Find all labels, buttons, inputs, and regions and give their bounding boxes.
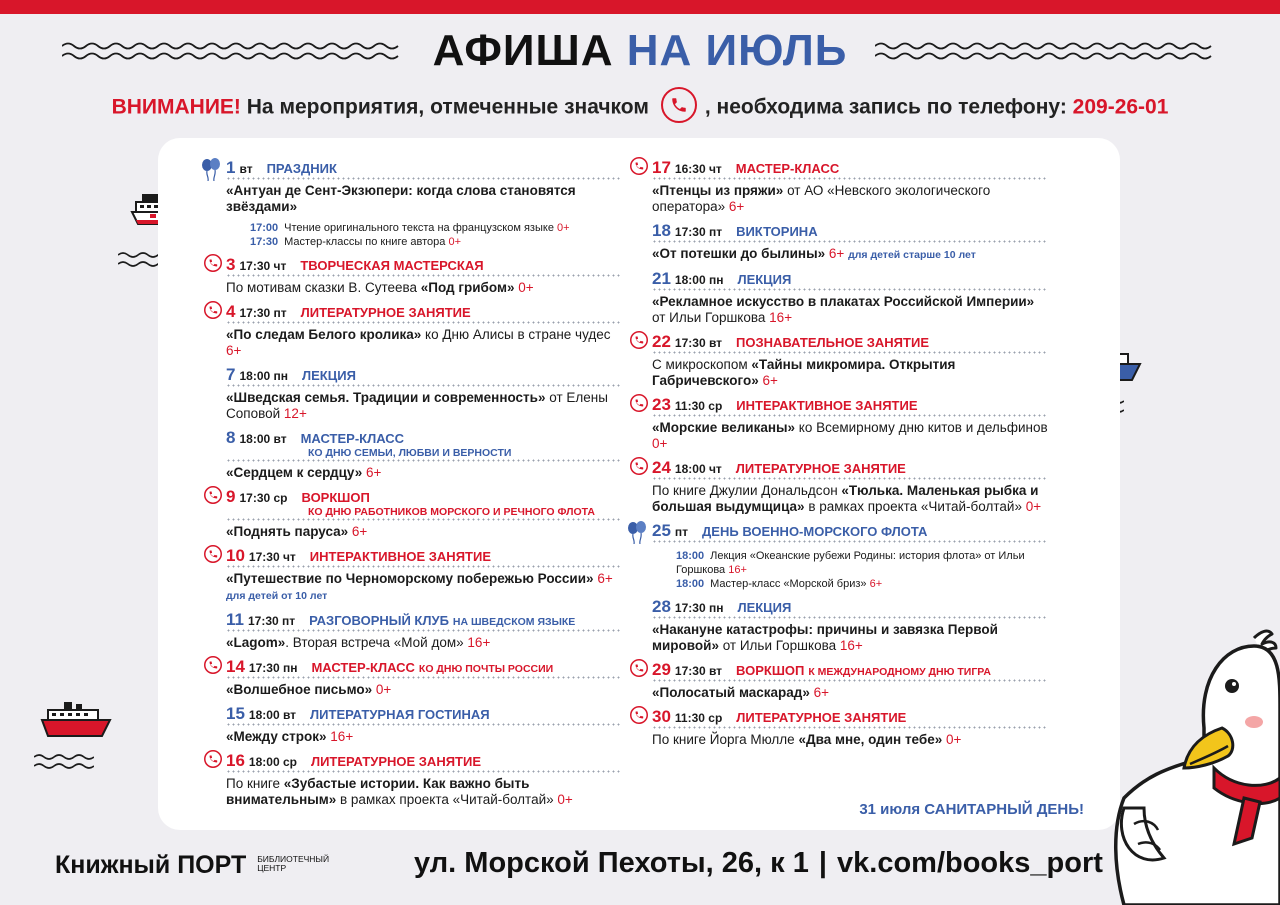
title-part2: НА ИЮЛЬ (626, 26, 848, 75)
event-subtitle: КО ДНЮ ПОЧТЫ РОССИИ (418, 663, 554, 675)
event-header (226, 751, 622, 773)
event-header (652, 221, 1048, 243)
event-day: 1 (226, 158, 236, 177)
event-item (652, 395, 1048, 452)
event-type: ЛИТЕРАТУРНОЕ ЗАНЯТИЕ (736, 710, 907, 725)
age-rating: 0+ (557, 792, 573, 807)
event-description (652, 483, 1048, 515)
schedule-row (250, 235, 622, 249)
event-day: 14 (226, 657, 245, 676)
event-description (652, 622, 1048, 654)
phone-icon (204, 301, 222, 323)
event-description (226, 776, 622, 808)
phone-icon (204, 750, 222, 772)
notice-text-1: На мероприятия, отмеченные значком (246, 95, 649, 119)
event-title: «Полосатый маскарад» (652, 685, 810, 700)
phone-icon (630, 157, 648, 179)
age-rating: 6+ (226, 343, 242, 358)
age-rating: 16+ (330, 729, 354, 744)
wave-small-3 (34, 752, 94, 772)
schedule-text: Мастер-класс «Морской бриз» (710, 578, 867, 590)
logo-main-text: Книжный ПОРТ (55, 851, 247, 879)
description-suffix: от Елены Соповой (226, 390, 608, 421)
event-title: «Тайны микромира. Открытия Габричевского» (652, 357, 956, 388)
description-suffix: от АО «Невского экологического оператора» (652, 183, 991, 214)
event-item (652, 521, 1048, 591)
description-suffix: ко Дню Алисы в стране чудес (421, 327, 611, 342)
age-rating: 6+ (351, 524, 368, 539)
attention-label: ВНИМАНИЕ! (111, 95, 241, 119)
event-title: «Рекламное искусство в плакатах Российской Империи» (652, 294, 1035, 309)
event-day: 8 (226, 428, 236, 447)
event-title: «Тюлька. Маленькая рыбка и большая выдумщица» (652, 483, 1039, 514)
title-part1: АФИША (432, 26, 614, 75)
event-time: 18:00 вт (239, 432, 287, 446)
event-time: 17:30 пт (239, 306, 287, 320)
age-rating: 0+ (652, 436, 668, 451)
event-header (226, 255, 622, 277)
age-note: для детей от 10 лет (226, 590, 328, 602)
footer (0, 845, 1280, 885)
event-day: 18 (652, 221, 671, 240)
event-item (226, 255, 622, 296)
schedule-time: 17:30 (250, 236, 279, 248)
event-description (226, 635, 622, 651)
age-rating: 16+ (728, 564, 747, 576)
event-item (226, 158, 622, 249)
event-type: ЛИТЕРАТУРНОЕ ЗАНЯТИЕ (310, 754, 482, 769)
schedule-time: 17:00 (250, 222, 279, 234)
event-description (652, 357, 1048, 389)
page-title (0, 26, 1280, 76)
event-title: «Путешествие по Черноморскому побережью России» (226, 571, 594, 586)
event-time: 17:30 вт (674, 336, 723, 350)
event-time: пт (674, 525, 689, 539)
phone-icon (204, 486, 222, 508)
age-rating: 0+ (518, 280, 534, 295)
event-type: ВИКТОРИНА (736, 224, 818, 239)
phone-icon (630, 394, 648, 416)
address-text: ул. Морской Пехоты, 26, к 1 (414, 847, 809, 879)
phone-icon (630, 706, 648, 728)
event-subtitle: К МЕЖДУНАРОДНОМУ ДНЮ ТИГРА (808, 666, 991, 678)
age-rating: 16+ (769, 310, 793, 325)
schedule-text: Чтение оригинального текста на французском языке (284, 222, 554, 234)
description-suffix: в рамках проекта «Читай-болтай» (336, 792, 554, 807)
age-rating: 0+ (448, 236, 461, 248)
schedule-text: Мастер-классы по книге автора (284, 236, 446, 248)
event-time: 17:30 чт (239, 259, 287, 273)
event-item (226, 546, 622, 604)
event-day: 25 (652, 521, 671, 540)
event-day: 3 (226, 255, 236, 274)
event-title: «Между строк» (226, 729, 327, 744)
description-suffix: в рамках проекта «Читай-болтай» (804, 499, 1022, 514)
sanitary-day-note: 31 июля САНИТАРНЫЙ ДЕНЬ! (859, 801, 1084, 818)
event-header (226, 487, 622, 521)
event-item (652, 158, 1048, 215)
event-time: 18:00 чт (674, 462, 722, 476)
age-rating: 16+ (839, 638, 863, 653)
event-header (226, 365, 622, 387)
event-title: «Накануне катастрофы: причины и завязка Первой мировой» (652, 622, 998, 653)
event-header (652, 597, 1048, 619)
event-day: 24 (652, 458, 671, 477)
event-header (652, 269, 1048, 291)
address-and-link (414, 847, 1103, 880)
library-logo[interactable] (55, 851, 329, 880)
event-type: ЛЕКЦИЯ (737, 272, 792, 287)
event-header (652, 158, 1048, 180)
event-type: ИНТЕРАКТИВНОЕ ЗАНЯТИЕ (309, 549, 491, 564)
description-prefix: С микроскопом (652, 357, 752, 372)
schedule-row (676, 549, 1048, 577)
event-time: 17:30 пт (247, 614, 296, 628)
balloons-icon (626, 520, 650, 548)
event-subtitle: КО ДНЮ РАБОТНИКОВ МОРСКОГО И РЕЧНОГО ФЛОТА (308, 506, 595, 518)
event-item (226, 428, 622, 481)
event-header (652, 660, 1048, 682)
event-time: 17:30 пт (674, 225, 723, 239)
event-title: «Антуан де Сент-Экзюпери: когда слова становятся звёздами» (226, 183, 576, 214)
description-prefix: По мотивам сказки В. Сутеева (226, 280, 421, 295)
event-type: ТВОРЧЕСКАЯ МАСТЕРСКАЯ (300, 258, 484, 273)
event-title: «Шведская семья. Традиции и современность» (226, 390, 546, 405)
event-description (652, 246, 1048, 263)
description-suffix: от Ильи Горшкова (718, 638, 837, 653)
schedule-row (676, 577, 1048, 591)
schedule-time: 18:00 (676, 578, 705, 590)
event-header (226, 704, 622, 726)
event-header (226, 158, 622, 180)
age-rating: 6+ (366, 465, 382, 480)
event-day: 15 (226, 704, 245, 723)
event-day: 23 (652, 395, 671, 414)
event-day: 4 (226, 302, 236, 321)
registration-notice (0, 90, 1280, 126)
description-suffix: от Ильи Горшкова (652, 310, 766, 325)
event-description (652, 685, 1048, 701)
event-title: «Зубастые истории. Как важно быть внимательным» (226, 776, 530, 807)
event-type: ЛЕКЦИЯ (302, 368, 356, 383)
event-description (226, 280, 622, 296)
age-rating: 6+ (597, 571, 613, 586)
event-type: ПРАЗДНИК (266, 161, 337, 176)
event-description (652, 183, 1048, 215)
age-rating: 6+ (869, 578, 883, 590)
event-item (652, 597, 1048, 654)
event-title: «Морские великаны» (652, 420, 796, 435)
event-description (226, 524, 622, 540)
top-red-bar (0, 0, 1280, 14)
event-type: ЛИТЕРАТУРНОЕ ЗАНЯТИЕ (300, 305, 471, 320)
event-time: вт (239, 162, 253, 176)
schedule-row (250, 221, 622, 235)
phone-icon (661, 87, 697, 123)
event-header (652, 458, 1048, 480)
phone-icon (204, 254, 222, 276)
event-subtitle: КО ДНЮ СЕМЬИ, ЛЮБВИ И ВЕРНОСТИ (308, 447, 512, 459)
event-time: 18:00 пн (674, 273, 724, 287)
event-type: МАСТЕР-КЛАСС (300, 431, 405, 446)
event-type: ВОРКШОП (736, 663, 805, 678)
event-schedule (676, 549, 1048, 591)
phone-number[interactable]: 209-26-01 (1072, 95, 1169, 119)
event-description (226, 465, 622, 481)
event-header (226, 302, 622, 324)
event-time: 17:30 вт (674, 664, 723, 678)
logo-sub-text: БИБЛИОТЕЧНЫЙ ЦЕНТР (257, 854, 330, 873)
description-suffix: . Вторая встреча «Мой дом» (285, 635, 464, 650)
event-title: «Lagom» (226, 635, 286, 650)
event-item (652, 332, 1048, 389)
event-item (652, 458, 1048, 515)
events-column-right (652, 158, 1048, 754)
description-prefix: По книге Йорга Мюлле (652, 732, 799, 747)
schedule-time: 18:00 (676, 550, 705, 562)
event-day: 11 (226, 610, 244, 629)
event-item (226, 610, 622, 651)
event-title: «Волшебное письмо» (226, 682, 373, 697)
event-header (652, 395, 1048, 417)
age-rating: 12+ (283, 406, 307, 421)
age-rating: 0+ (375, 682, 392, 697)
event-header (652, 707, 1048, 729)
age-rating: 0+ (946, 732, 962, 747)
event-description (226, 729, 622, 745)
event-time: 18:00 ср (248, 755, 297, 769)
event-day: 9 (226, 487, 236, 506)
events-card (158, 138, 1120, 830)
event-day: 7 (226, 365, 236, 384)
description-prefix: По книге Джулии Дональдсон (652, 483, 842, 498)
age-rating: 6+ (813, 685, 830, 700)
event-description (226, 390, 622, 422)
event-title: «По следам Белого кролика» (226, 327, 422, 342)
footer-separator: | (818, 847, 827, 879)
event-type: МАСТЕР-КЛАСС (311, 660, 415, 675)
balloons-icon (200, 157, 224, 185)
event-header (226, 428, 622, 462)
vk-link[interactable]: vk.com/books_port (837, 847, 1103, 879)
ship-icon-left-bottom (40, 700, 112, 742)
event-day: 29 (652, 660, 671, 679)
event-item (226, 365, 622, 422)
event-description (226, 571, 622, 604)
phone-icon (204, 545, 222, 567)
phone-icon (204, 656, 222, 678)
event-title: «Поднять паруса» (226, 524, 349, 539)
description-prefix: По книге (226, 776, 284, 791)
phone-icon (630, 457, 648, 479)
event-description (226, 183, 622, 215)
event-item (652, 269, 1048, 326)
event-item (652, 707, 1048, 748)
phone-icon (630, 331, 648, 353)
event-schedule (250, 221, 622, 249)
event-time: 11:30 ср (674, 711, 723, 725)
age-rating: 0+ (1025, 499, 1042, 514)
event-day: 22 (652, 332, 671, 351)
event-day: 17 (652, 158, 671, 177)
event-item (226, 751, 622, 808)
event-title: «Под грибом» (420, 280, 515, 295)
event-time: 17:30 пн (674, 601, 724, 615)
event-item (652, 221, 1048, 263)
event-header (652, 332, 1048, 354)
event-item (226, 657, 622, 698)
event-type: ВОРКШОП (301, 490, 370, 505)
event-type: ДЕНЬ ВОЕННО-МОРСКОГО ФЛОТА (702, 524, 928, 539)
event-header (226, 546, 622, 568)
notice-text-2: , необходима запись по телефону: (704, 95, 1067, 119)
event-day: 30 (652, 707, 671, 726)
event-type: ЛИТЕРАТУРНОЕ ЗАНЯТИЕ (735, 461, 906, 476)
event-description (226, 327, 622, 359)
event-description (226, 682, 622, 698)
event-item (226, 302, 622, 359)
event-day: 10 (226, 546, 245, 565)
event-title: «От потешки до былины» (652, 246, 826, 261)
age-note: для детей старше 10 лет (848, 249, 976, 261)
event-item (652, 660, 1048, 701)
event-item (226, 487, 622, 540)
event-type: ИНТЕРАКТИВНОЕ ЗАНЯТИЕ (736, 398, 918, 413)
schedule-text: Лекция «Океанские рубежи Родины: история флота» от Ильи Горшкова (676, 550, 1025, 576)
event-time: 17:30 чт (248, 550, 296, 564)
event-type: ПОЗНАВАТЕЛЬНОЕ ЗАНЯТИЕ (736, 335, 929, 350)
event-type: ЛЕКЦИЯ (737, 600, 792, 615)
event-type: РАЗГОВОРНЫЙ КЛУБ (309, 613, 449, 628)
event-subtitle: НА ШВЕДСКОМ ЯЗЫКЕ (452, 616, 576, 628)
description-suffix: ко Всемирному дню китов и дельфинов (795, 420, 1048, 435)
age-rating: 16+ (467, 635, 491, 650)
event-type: ЛИТЕРАТУРНАЯ ГОСТИНАЯ (310, 707, 490, 722)
events-column-left (226, 158, 622, 814)
event-title: «Сердцем к сердцу» (226, 465, 363, 480)
event-description (652, 294, 1048, 326)
event-type: МАСТЕР-КЛАСС (735, 161, 840, 176)
event-time: 11:30 ср (674, 399, 723, 413)
event-time: 17:30 пн (248, 661, 298, 675)
event-time: 16:30 чт (674, 162, 722, 176)
event-title: «Птенцы из пряжи» (652, 183, 784, 198)
event-time: 18:00 вт (248, 708, 297, 722)
age-rating: 6+ (828, 246, 845, 261)
age-rating: 6+ (762, 373, 778, 388)
event-description (652, 420, 1048, 452)
event-time: 17:30 ср (239, 491, 288, 505)
event-header (226, 657, 622, 679)
event-item (226, 704, 622, 745)
event-day: 16 (226, 751, 245, 770)
event-title: «Два мне, один тебе» (798, 732, 943, 747)
event-day: 21 (652, 269, 671, 288)
phone-icon (630, 659, 648, 681)
event-header (226, 610, 622, 632)
event-description (652, 732, 1048, 748)
event-header (652, 521, 1048, 543)
age-rating: 0+ (557, 222, 570, 234)
age-rating: 6+ (728, 199, 745, 214)
event-time: 18:00 пн (239, 369, 288, 383)
event-day: 28 (652, 597, 671, 616)
